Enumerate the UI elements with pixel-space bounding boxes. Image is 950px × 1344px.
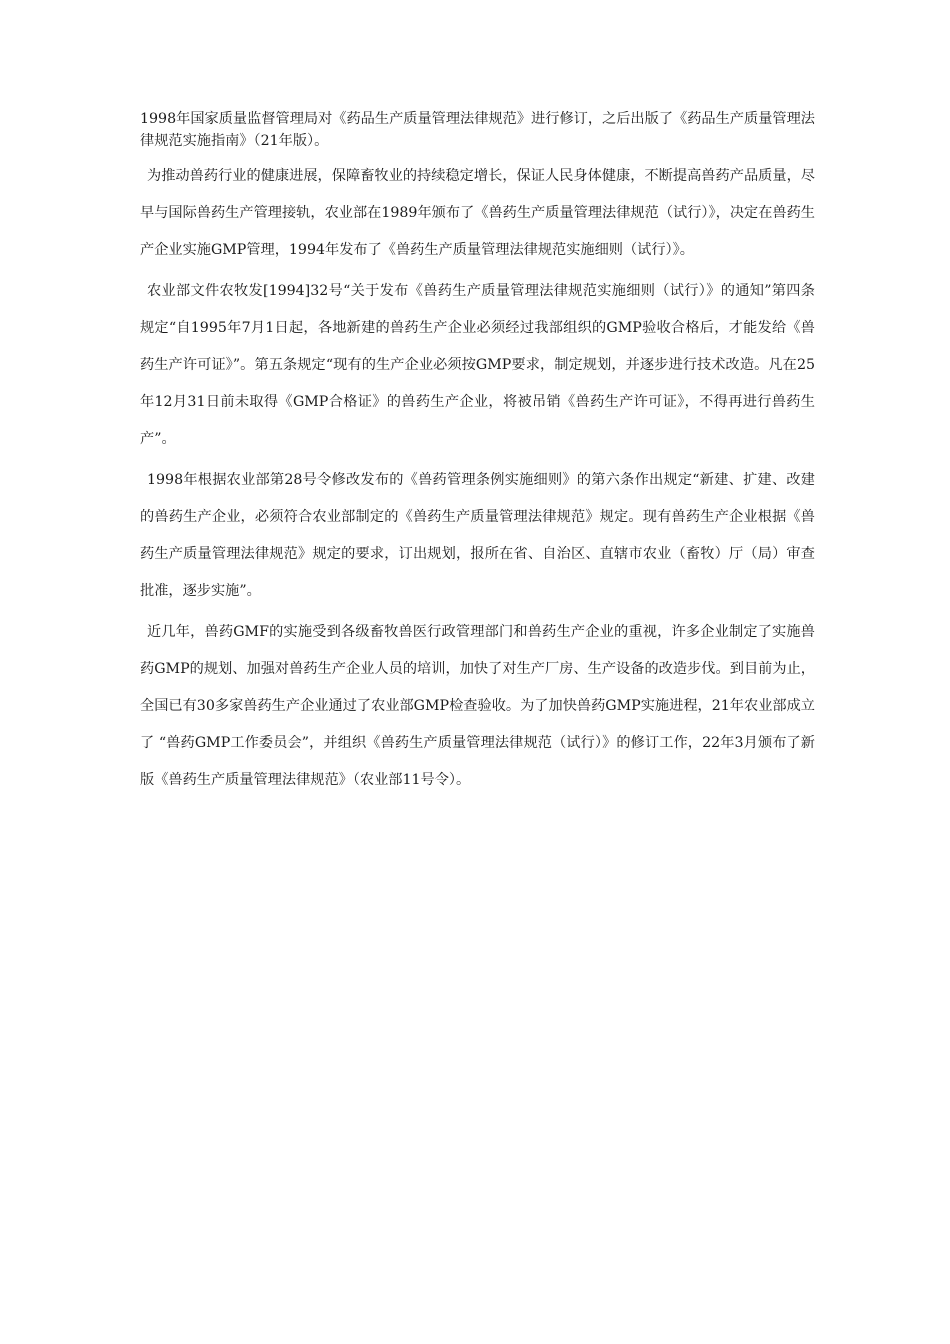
paragraph-4: 1998年根据农业部第28号令修改发布的《兽药管理条例实施细则》的第六条作出规定“新建、扩建、改建的兽药生产企业，必须符合农业部制定的《兽药生产质量管理法律规范》规定。现有兽药生产企业根据《兽药生产质量管理法律规范》规定的要求，订出规划，报所在省、自治区、直辖市农业（畜牧）厅（局）审查批准，逐步实施”。 <box>140 472 815 599</box>
paragraph-3: 农业部文件农牧发[1994]32号“关于发布《兽药生产质量管理法律规范实施细则（试行）》的通知”第四条规定“自1995年7月1日起，各地新建的兽药生产企业必须经过我部组织的GMP验收合格后，才能发给《兽药生产许可证》”。第五条规定“现有的生产企业必须按GMP要求，制定规划，并逐步进行技术改造。凡在25年12月31日前未取得《GMP合格证》的兽药生产企业，将被吊销《兽药生产许可证》，不得再进行兽药生产”。 <box>140 283 815 447</box>
paragraph-1: 1998年国家质量监督管理局对《药品生产质量管理法律规范》进行修订，之后出版了《药品生产质量管理法律规范实施指南》（21年版）。 <box>140 111 815 149</box>
paragraph-5: 近几年，兽药GMF的实施受到各级畜牧兽医行政管理部门和兽药生产企业的重视，许多企业制定了实施兽药GMP的规划、加强对兽药生产企业人员的培训，加快了对生产厂房、生产设备的改造步伐。到目前为止，全国已有30多家兽药生产企业通过了农业部GMP检查验收。为了加快兽药GMP实施进程，21年农业部成立了 “兽药GMP工作委员会”，并组织《兽药生产质量管理法律规范（试行）》的修订工作，22年3月颁布了新版《兽药生产质量管理法律规范》（农业部11号令）。 <box>140 624 815 788</box>
paragraph-2: 为推动兽药行业的健康进展，保障畜牧业的持续稳定增长，保证人民身体健康，不断提高兽药产品质量，尽早与国际兽药生产管理接轨，农业部在1989年颁布了《兽药生产质量管理法律规范（试行）》，决定在兽药生产企业实施GMP管理，1994年发布了《兽药生产质量管理法律规范实施细则（试行）》。 <box>140 168 815 258</box>
document-body <box>140 108 815 803</box>
